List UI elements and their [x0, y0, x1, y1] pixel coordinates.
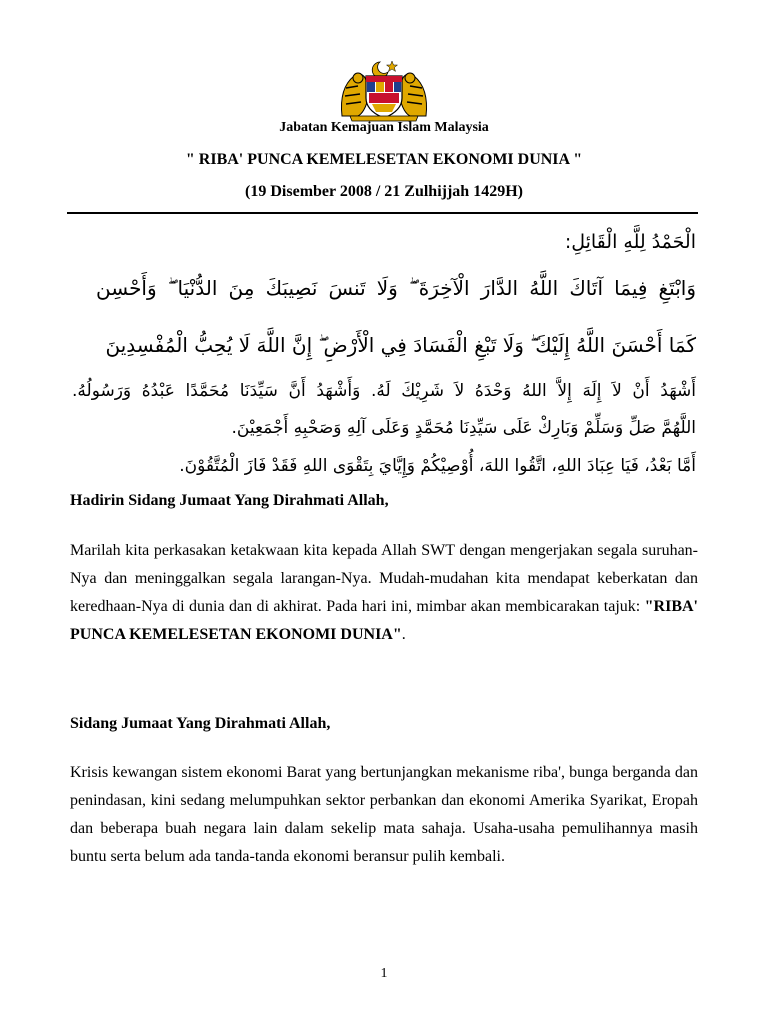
department-name: Jabatan Kemajuan Islam Malaysia: [279, 120, 489, 135]
body-paragraph: [70, 537, 698, 649]
page-number: 1: [380, 966, 388, 981]
arabic-shahada: أَشْهَدُ أَنْ لاَ إِلَهَ إِلاَّ اللهُ وَحْدَهُ لاَ شَرِيْكَ لَهُ. وَأَشْهَدُ أَنَّ سَيِّدَنَا مُحَمَّدًا عَبْدُهُ وَرَسُولُهُ.: [72, 381, 696, 401]
sermon-date: (19 Disember 2008 / 21 Zulhijjah 1429H): [245, 183, 523, 200]
sermon-title: " RIBA' PUNCA KEMELESETAN EKONOMI DUNIA ": [185, 151, 583, 168]
header-divider: [67, 212, 698, 214]
arabic-exhortation: أَمَّا بَعْدُ، فَيَا عِبَادَ اللهِ، اتَّقُوا اللهَ، أُوْصِيْكُمْ وَإِيَّايَ بِتَقْوَى اللهِ فَقَدْ فَازَ الْمُتَّقُوْنَ.: [179, 456, 696, 476]
topic-title: "RIBA' PUNCA KEMELESETAN EKONOMI DUNIA": [70, 598, 698, 643]
section-heading: Sidang Jumaat Yang Dirahmati Allah,: [70, 715, 331, 732]
section-heading: Hadirin Sidang Jumaat Yang Dirahmati Allah,: [70, 492, 389, 509]
arabic-quran-verse-line-1: وَابْتَغِ فِيمَا آتَاكَ اللَّهُ الدَّارَ الْآخِرَةَ ۖ وَلَا تَنسَ نَصِيبَكَ مِنَ الدُّنْيَا ۖ وَأَحْسِن: [96, 276, 696, 300]
arabic-quran-verse-line-2: كَمَا أَحْسَنَ اللَّهُ إِلَيْكَ ۖ وَلَا تَبْغِ الْفَسَادَ فِي الْأَرْضِ ۖ إِنَّ اللَّهَ لَا يُحِبُّ الْمُفْسِدِينَ: [105, 333, 696, 357]
body-paragraph: Krisis kewangan sistem ekonomi Barat yang bertunjangkan mekanisme riba', bunga berganda dan penindasan, kini sedang melumpuhkan sektor perbankan dan ekonomi Amerika Syarikat, Eropah dan beberapa buah negara lain dalam sekelip mata sahaja. Usaha-usaha pemulihannya masih buntu serta belum ada tanda-tanda ekonomi beransur pulih kembali.: [70, 764, 698, 865]
arabic-salawat: اللَّهُمَّ صَلِّ وَسَلِّمْ وَبَارِكْ عَلَى سَيِّدِنَا مُحَمَّدٍ وَعَلَى آلِهِ وَصَحْبِهِ أَجْمَعِيْنَ.: [231, 418, 696, 438]
malaysia-coat-of-arms-icon: [336, 58, 432, 122]
paragraph-text: Marilah kita perkasakan ketakwaan kita kepada Allah SWT dengan mengerjakan segala suruhan-Nya dan meninggalkan segala larangan-Nya. Mudah-mudahan kita mendapat keberkatan dan keredhaan-Nya di dunia dan di akhirat. Pada hari ini, mimbar akan membicarakan tajuk:: [70, 542, 698, 615]
arabic-opening: الْحَمْدُ لِلَّهِ الْقَائِلِ:: [564, 231, 696, 253]
paragraph-end: .: [401, 626, 406, 643]
